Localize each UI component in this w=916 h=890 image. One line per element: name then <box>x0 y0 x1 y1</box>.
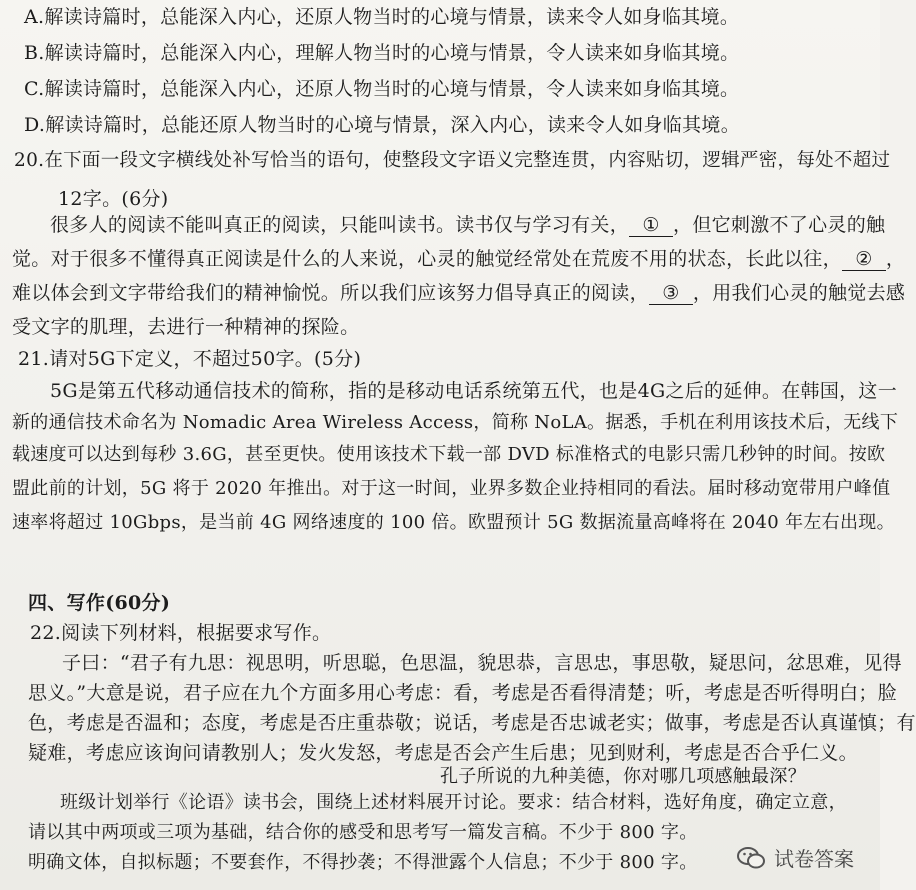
q20-text: 很多人的阅读不能叫真正的阅读，只能叫读书。读书仅与学习有关， <box>50 214 630 236</box>
blank-2: ② <box>842 248 886 271</box>
q22-line: 请以其中两项或三项为基础，结合你的感受和思考写一篇发言稿。不少于 800 字。 <box>28 822 698 843</box>
option-d: D.解读诗篇时，总能还原人物当时的心境与情景，深入内心，读来令人如身临其境。 <box>24 114 740 136</box>
wechat-icon <box>736 845 766 871</box>
watermark-text: 试卷答案 <box>774 847 854 871</box>
q20-text: 难以体会到文字带给我们的精神愉悦。所以我们应该努力倡导真正的阅读， <box>12 282 649 304</box>
q21-title: 21.请对5G下定义，不超过50字。(5分) <box>18 348 362 370</box>
q21-line: 新的通信技术命名为 Nomadic Area Wireless Access，简称 NoLA。据悉，手机在利用该技术后，无线下 <box>12 412 899 433</box>
q22-text: 疑难，考虑应该询问请教别人；发火发怒，考虑是否会产生后患；见到财利，考虑是否合乎仁义。 <box>28 742 858 764</box>
blank-1: ① <box>629 214 673 237</box>
q20-title-cont: 12字。(6分) <box>58 188 169 210</box>
q21-line: 速率将超过 10Gbps，是当前 4G 网络速度的 100 倍。欧盟预计 5G 数据流量高峰将在 2040 年左右出现。 <box>12 512 895 533</box>
q20-para-line2 <box>12 246 905 272</box>
watermark <box>736 843 854 872</box>
q22-line: 子曰：“君子有九思：视思明，听思聪，色思温，貌思恭，言思忠，事思敬，疑思问，忿思难，见得 <box>62 652 902 674</box>
option-c: C.解读诗篇时，总能深入内心，还原人物当时的心境与情景，令人读来如身临其境。 <box>24 78 740 100</box>
q20-para-line1 <box>50 212 885 238</box>
q22-line: 思义。”大意是说，君子应在九个方面多用心考虑：看，考虑是否看得清楚；听，考虑是否听得明白；脸 <box>28 682 898 704</box>
q21-line: 5G是第五代移动通信技术的简称，指的是移动电话系统第五代，也是4G之后的延伸。在韩国，这一 <box>50 380 898 402</box>
q20-para-line3 <box>12 280 905 306</box>
q22-line <box>28 740 858 766</box>
q20-text: ，用我们心灵的触觉去感 <box>692 282 906 304</box>
q21-line: 载速度可以达到每秒 3.6G，甚至更快。使用该技术下载一部 DVD 标准格式的电影只需几秒钟的时间。按欧 <box>12 444 886 465</box>
q20-text: ，但它刺激不了心灵的触 <box>673 214 886 236</box>
q22-line: 明确文体，自拟标题；不要套作，不得抄袭；不得泄露个人信息；不少于 800 字。 <box>28 852 698 873</box>
q22-title: 22.阅读下列材料，根据要求写作。 <box>30 622 332 644</box>
q22-line: 班级计划举行《论语》读书会，围绕上述材料展开讨论。要求：结合材料，选好角度，确定立意， <box>60 792 847 813</box>
q20-text: ， <box>885 248 906 270</box>
q22-line: 孔子所说的九种美德，你对哪几项感触最深？ <box>440 766 806 787</box>
q20-title: 20.在下面一段文字横线处补写恰当的语句，使整段文字语义完整连贯，内容贴切，逻辑严密，每处不超过 <box>14 150 891 171</box>
q20-text: 觉。对于很多不懂得真正阅读是什么的人来说，心灵的触觉经常处在荒废不用的状态，长此以往， <box>12 248 842 270</box>
q22-line: 色，考虑是否温和；态度，考虑是否庄重恭敬；说话，考虑是否忠诚老实；做事，考虑是否认真谨慎；有 <box>28 712 916 734</box>
blank-3: ③ <box>649 282 693 305</box>
q21-line: 盟此前的计划，5G 将于 2020 年推出。对于这一时间，业界多数企业持相同的看法。届时移动宽带用户峰值 <box>12 478 891 499</box>
option-b: B.解读诗篇时，总能深入内心，理解人物当时的心境与情景，令人读来如身临其境。 <box>24 42 740 64</box>
section-heading: 四、写作(60分) <box>28 592 171 614</box>
q20-para-line4: 受文字的肌理，去进行一种精神的探险。 <box>12 316 360 338</box>
option-a: A.解读诗篇时，总能深入内心，还原人物当时的心境与情景，读来令人如身临其境。 <box>24 6 740 28</box>
